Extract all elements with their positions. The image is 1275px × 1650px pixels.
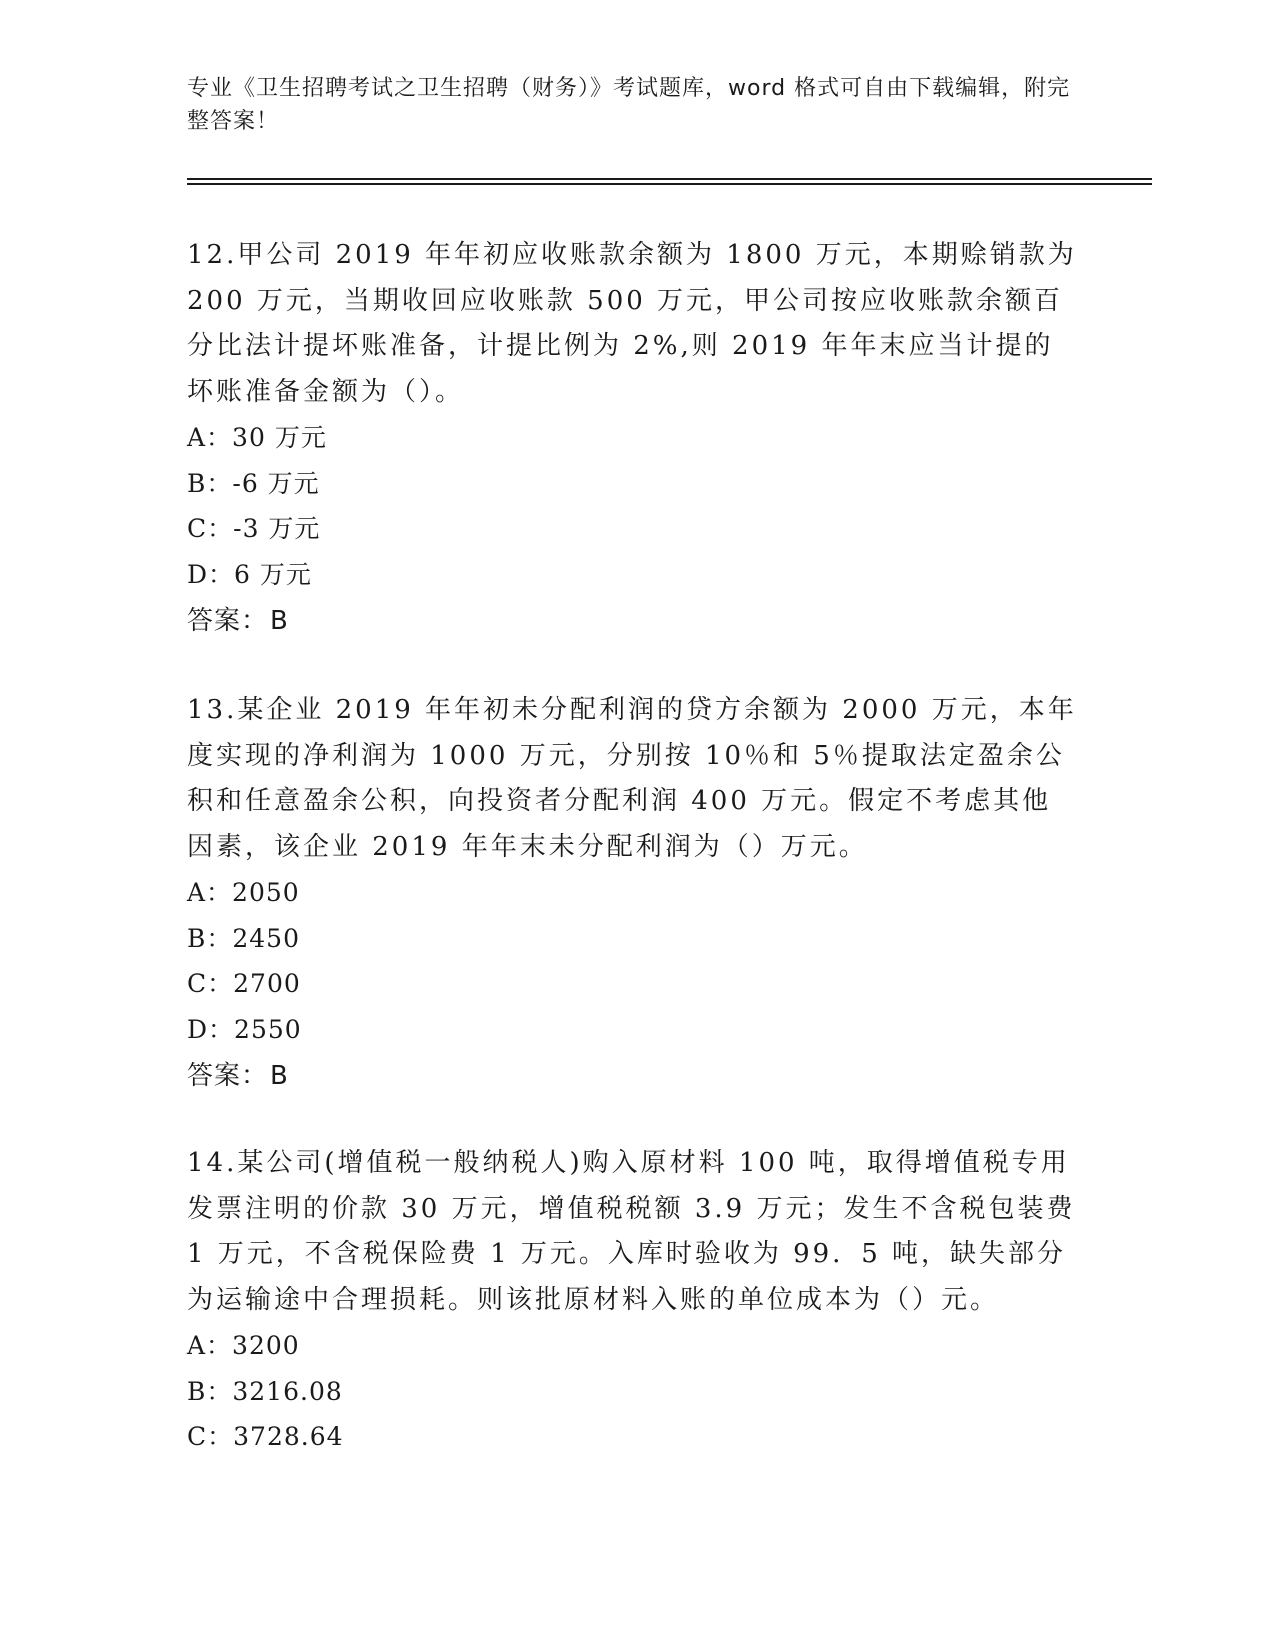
option-b: B：3216.08 bbox=[187, 1376, 343, 1406]
option-d: D：2550 bbox=[187, 1014, 302, 1044]
option-b: B：2450 bbox=[187, 923, 300, 953]
answer-label: 答案： bbox=[187, 606, 269, 636]
option-c: C：-3 万元 bbox=[187, 514, 321, 543]
option-c: C：2700 bbox=[187, 969, 301, 998]
header-divider bbox=[187, 178, 1152, 180]
header-divider bbox=[187, 183, 1152, 185]
answer-label: 答案： bbox=[187, 1061, 269, 1091]
question-stem: 14.某公司(增值税一般纳税人)购入原材料 100 吨，取得增值税专用发票注明的价款 30 万元，增值税税额 3.9 万元；发生不含税包装费 1 万元，不含税保险费 1 万元。入库时验收为 99．5 吨，缺失部分为运输途中合理损耗。则该批原材料入账的单位成本为（）元。 bbox=[187, 1148, 1076, 1315]
answer-value: B bbox=[270, 606, 289, 636]
option-a: A：30 万元 bbox=[187, 423, 327, 452]
option-list bbox=[187, 870, 1077, 1052]
option-b: B：-6 万元 bbox=[187, 468, 320, 498]
option-list bbox=[187, 1323, 1077, 1460]
option-a: A：3200 bbox=[187, 1331, 300, 1360]
option-c: C：3728.64 bbox=[187, 1422, 344, 1451]
answer-line bbox=[187, 599, 1077, 644]
question-12 bbox=[187, 233, 1077, 644]
option-a: A：2050 bbox=[187, 878, 300, 907]
question-stem: 12.甲公司 2019 年年初应收账款余额为 1800 万元，本期赊销款为 200 万元，当期收回应收账款 500 万元，甲公司按应收账款余额百分比法计提坏账准备，计提比例为 2%,则 2019 年年末应当计提的坏账准备金额为（）。 bbox=[187, 240, 1077, 407]
question-13 bbox=[187, 688, 1077, 1099]
option-d: D：6 万元 bbox=[187, 559, 312, 589]
option-list bbox=[187, 415, 1077, 597]
answer-value: B bbox=[270, 1061, 289, 1091]
question-14 bbox=[187, 1141, 1077, 1460]
question-stem: 13.某企业 2019 年年初未分配利润的贷方余额为 2000 万元，本年度实现的净利润为 1000 万元，分别按 10％和 5％提取法定盈余公积和任意盈余公积，向投资者分配利润 400 万元。假定不考虑其他因素，该企业 2019 年年末未分配利润为（）万元。 bbox=[187, 695, 1077, 862]
document-header: 专业《卫生招聘考试之卫生招聘（财务）》考试题库，word 格式可自由下载编辑，附完整答案！ bbox=[187, 76, 1071, 134]
answer-line bbox=[187, 1054, 1077, 1099]
